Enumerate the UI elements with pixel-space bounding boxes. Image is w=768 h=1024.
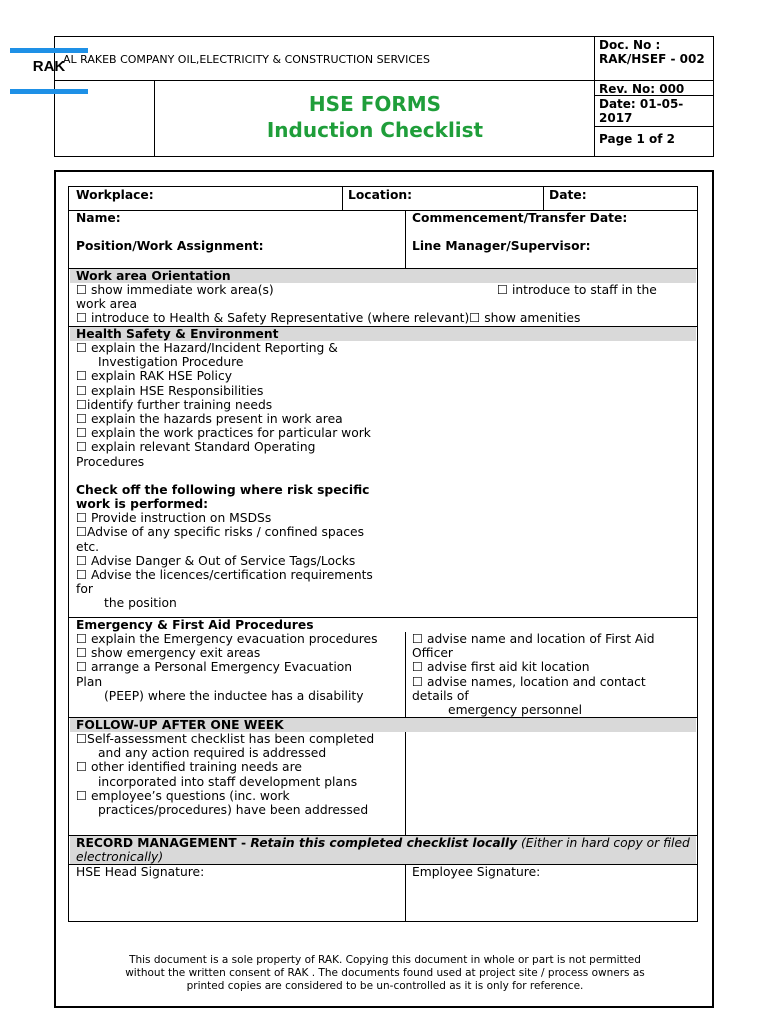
- checklist-item-continuation: Investigation Procedure: [98, 355, 244, 370]
- divider: [405, 211, 406, 268]
- section-followup: [69, 718, 697, 836]
- divider: [405, 732, 406, 835]
- revision-number: Rev. No: 000: [595, 81, 713, 96]
- checklist-item-continuation: work area: [76, 297, 138, 311]
- disclaimer-line1: This document is a sole property of RAK. Copying this document in whole or part is not permitted: [129, 954, 641, 966]
- company-name: AL RAKEB COMPANY OIL,ELECTRICITY & CONSTRUCTION SERVICES: [55, 37, 595, 81]
- checklist-item-continuation: incorporated into staff development plans: [98, 774, 358, 789]
- checklist-item-continuation: Officer: [412, 646, 453, 661]
- checkbox-icon[interactable]: [76, 525, 87, 539]
- checklist-item: [76, 412, 396, 426]
- checklist-item-label: show amenities: [480, 311, 581, 325]
- section-orientation: [69, 269, 697, 327]
- checklist-item-label: introduce to staff in the: [508, 283, 657, 297]
- commencement-label: Commencement/Transfer Date:: [412, 211, 628, 225]
- manager-label: Line Manager/Supervisor:: [412, 239, 591, 253]
- checklist-item: [497, 283, 657, 297]
- checklist-item-label: explain the work practices for particular work: [87, 426, 371, 441]
- records-heading-bold: RECORD MANAGEMENT -: [76, 836, 251, 850]
- section-records-heading: [69, 836, 697, 865]
- checkbox-icon[interactable]: [76, 632, 87, 646]
- checkbox-icon[interactable]: [412, 675, 423, 689]
- checklist-item-label: show emergency exit areas: [87, 646, 261, 661]
- risk-heading-line2: work is performed:: [76, 497, 209, 512]
- emergency-heading: Emergency & First Aid Procedures: [76, 618, 314, 632]
- disclaimer-footer: [60, 954, 710, 993]
- checklist-item-continuation: Plan: [76, 674, 103, 689]
- checkbox-icon[interactable]: [76, 311, 87, 325]
- checklist-item-continuation: Procedures: [76, 454, 145, 469]
- checkbox-icon[interactable]: [412, 660, 423, 674]
- checkbox-icon[interactable]: [76, 760, 87, 774]
- checkbox-icon[interactable]: [76, 426, 87, 440]
- section-emergency: [69, 618, 697, 718]
- location-label: Location:: [348, 188, 413, 202]
- checklist-item: [76, 568, 396, 582]
- followup-heading: FOLLOW-UP AFTER ONE WEEK: [76, 718, 284, 732]
- page-number: Page 1 of 2: [599, 132, 675, 146]
- checklist-item: [76, 732, 401, 746]
- checklist-item: [412, 632, 692, 646]
- checklist-item: [76, 311, 580, 325]
- induction-form: [68, 186, 698, 922]
- doc-number: Doc. No : RAK/HSEF - 002: [595, 37, 713, 81]
- checkbox-icon[interactable]: [76, 646, 87, 660]
- divider: [342, 187, 343, 210]
- checklist-item-continuation: details of: [412, 688, 469, 703]
- checklist-item-continuation: (PEEP) where the inductee has a disability: [104, 688, 364, 703]
- checklist-item-label: explain HSE Responsibilities: [87, 383, 264, 398]
- checklist-item: [76, 283, 274, 297]
- form-title: [155, 81, 595, 156]
- checklist-item: [76, 525, 396, 539]
- checkbox-icon[interactable]: [76, 369, 87, 383]
- checklist-item: [76, 660, 401, 674]
- checkbox-icon[interactable]: [412, 632, 423, 646]
- checklist-item-label: explain RAK HSE Policy: [87, 369, 232, 384]
- checklist-item-label: Provide instruction on MSDSs: [87, 511, 272, 526]
- records-heading-emphasis: Retain this completed checklist locally: [250, 836, 518, 850]
- document-date: Date: 01-05-2017: [595, 96, 713, 127]
- checklist-item-label: Advise of any specific risks / confined spaces: [87, 525, 364, 540]
- document-header: [54, 36, 714, 157]
- document-info: [595, 37, 713, 156]
- checklist-item-continuation: the position: [104, 596, 177, 611]
- checklist-item: [76, 646, 401, 660]
- checklist-item: [412, 675, 692, 689]
- form-title-line2: Induction Checklist: [266, 118, 484, 142]
- checklist-item: [76, 384, 396, 398]
- checkbox-icon[interactable]: [76, 412, 87, 426]
- checklist-item-continuation: etc.: [76, 539, 100, 554]
- checklist-item: [76, 369, 396, 383]
- checklist-item-label: arrange a Personal Emergency Evacuation: [87, 660, 353, 675]
- checklist-item: [76, 426, 396, 440]
- checklist-item-label: explain the hazards present in work area: [87, 412, 343, 427]
- checklist-item-label: other identified training needs are: [87, 760, 302, 775]
- hse-list: [76, 341, 396, 611]
- row-workplace: [69, 187, 697, 211]
- checkbox-icon[interactable]: [76, 384, 87, 398]
- disclaimer-line2: without the written consent of RAK . The documents found used at project site / process owners as: [125, 967, 645, 979]
- hse-heading: Health Safety & Environment: [70, 327, 696, 341]
- checkbox-icon[interactable]: [76, 398, 87, 412]
- checklist-item-label: Advise the licences/certification requirements: [87, 568, 373, 583]
- divider: [405, 632, 406, 717]
- checklist-item: [412, 660, 692, 674]
- checklist-item-continuation: for: [76, 582, 93, 597]
- checklist-item-label: Self-assessment checklist has been completed: [87, 732, 375, 746]
- header-left: [55, 37, 595, 156]
- section-hse: [69, 327, 697, 618]
- checklist-item: [76, 632, 401, 646]
- checkbox-icon[interactable]: [76, 660, 87, 674]
- logo-stripe-bottom: [10, 89, 88, 94]
- section-signatures: [69, 865, 697, 921]
- checklist-item-continuation: practices/procedures) have been addressed: [98, 803, 369, 818]
- position-label: Position/Work Assignment:: [76, 239, 264, 253]
- checkbox-icon[interactable]: [76, 568, 87, 582]
- followup-list: [76, 732, 401, 817]
- checklist-item-label: explain the Hazard/Incident Reporting &: [87, 341, 338, 355]
- employee-signature-label: Employee Signature:: [412, 865, 541, 879]
- records-heading-note: (Either in hard copy or filed electronically): [76, 836, 690, 865]
- divider: [405, 865, 406, 921]
- hse-head-signature-label: HSE Head Signature:: [76, 865, 205, 879]
- checklist-item: [76, 341, 396, 355]
- divider: [543, 187, 544, 210]
- checklist-item: [76, 554, 396, 568]
- checkbox-icon[interactable]: [76, 732, 87, 746]
- checkbox-icon[interactable]: [497, 283, 508, 297]
- disclaimer-line3: printed copies are considered to be un-controlled as it is only for reference.: [186, 980, 584, 992]
- checklist-item-label: advise first aid kit location: [423, 660, 590, 675]
- checklist-item: [76, 789, 401, 803]
- checkbox-icon[interactable]: [76, 283, 87, 297]
- checkbox-icon[interactable]: [76, 511, 87, 525]
- checklist-item-label: Advise Danger & Out of Service Tags/Locks: [87, 553, 356, 568]
- orientation-heading: Work area Orientation: [70, 269, 696, 283]
- emergency-right-list: [412, 632, 692, 717]
- logo-stripe-top: [10, 48, 88, 53]
- checklist-item-label: explain the Emergency evacuation procedures: [87, 632, 378, 646]
- records-heading: [70, 836, 696, 864]
- checklist-item-label: introduce to Health & Safety Representative (where relevant): [87, 311, 470, 325]
- spacer: [76, 469, 396, 483]
- checkbox-icon[interactable]: [76, 554, 87, 568]
- checklist-item-label: show immediate work area(s): [87, 283, 274, 297]
- checklist-item: [76, 760, 401, 774]
- checklist-item: [76, 511, 396, 525]
- checkbox-icon[interactable]: [469, 311, 480, 325]
- row-employee-details: [69, 211, 697, 269]
- checklist-item: [76, 398, 396, 412]
- checkbox-icon[interactable]: [76, 341, 87, 355]
- rak-logo: [10, 48, 88, 94]
- emergency-left-list: [76, 632, 401, 703]
- checklist-item-continuation: emergency personnel: [448, 703, 582, 718]
- checklist-item: [76, 440, 396, 454]
- checklist-item-label: employee’s questions (inc. work: [87, 788, 290, 803]
- form-title-line1: HSE FORMS: [308, 92, 442, 116]
- name-label: Name:: [76, 211, 121, 225]
- checklist-item-label: advise names, location and contact: [423, 674, 646, 689]
- date-label: Date:: [549, 188, 587, 202]
- workplace-label: Workplace:: [76, 188, 154, 202]
- checklist-item-label: explain relevant Standard Operating: [87, 440, 316, 455]
- risk-heading-line1: Check off the following where risk specific: [76, 482, 370, 497]
- checklist-item-continuation: and any action required is addressed: [98, 746, 327, 761]
- checkbox-icon[interactable]: [76, 789, 87, 803]
- checklist-item-label: identify further training needs: [87, 397, 273, 412]
- logo-text: RAK: [32, 58, 66, 75]
- checklist-item-label: advise name and location of First Aid: [423, 632, 655, 646]
- checkbox-icon[interactable]: [76, 440, 87, 454]
